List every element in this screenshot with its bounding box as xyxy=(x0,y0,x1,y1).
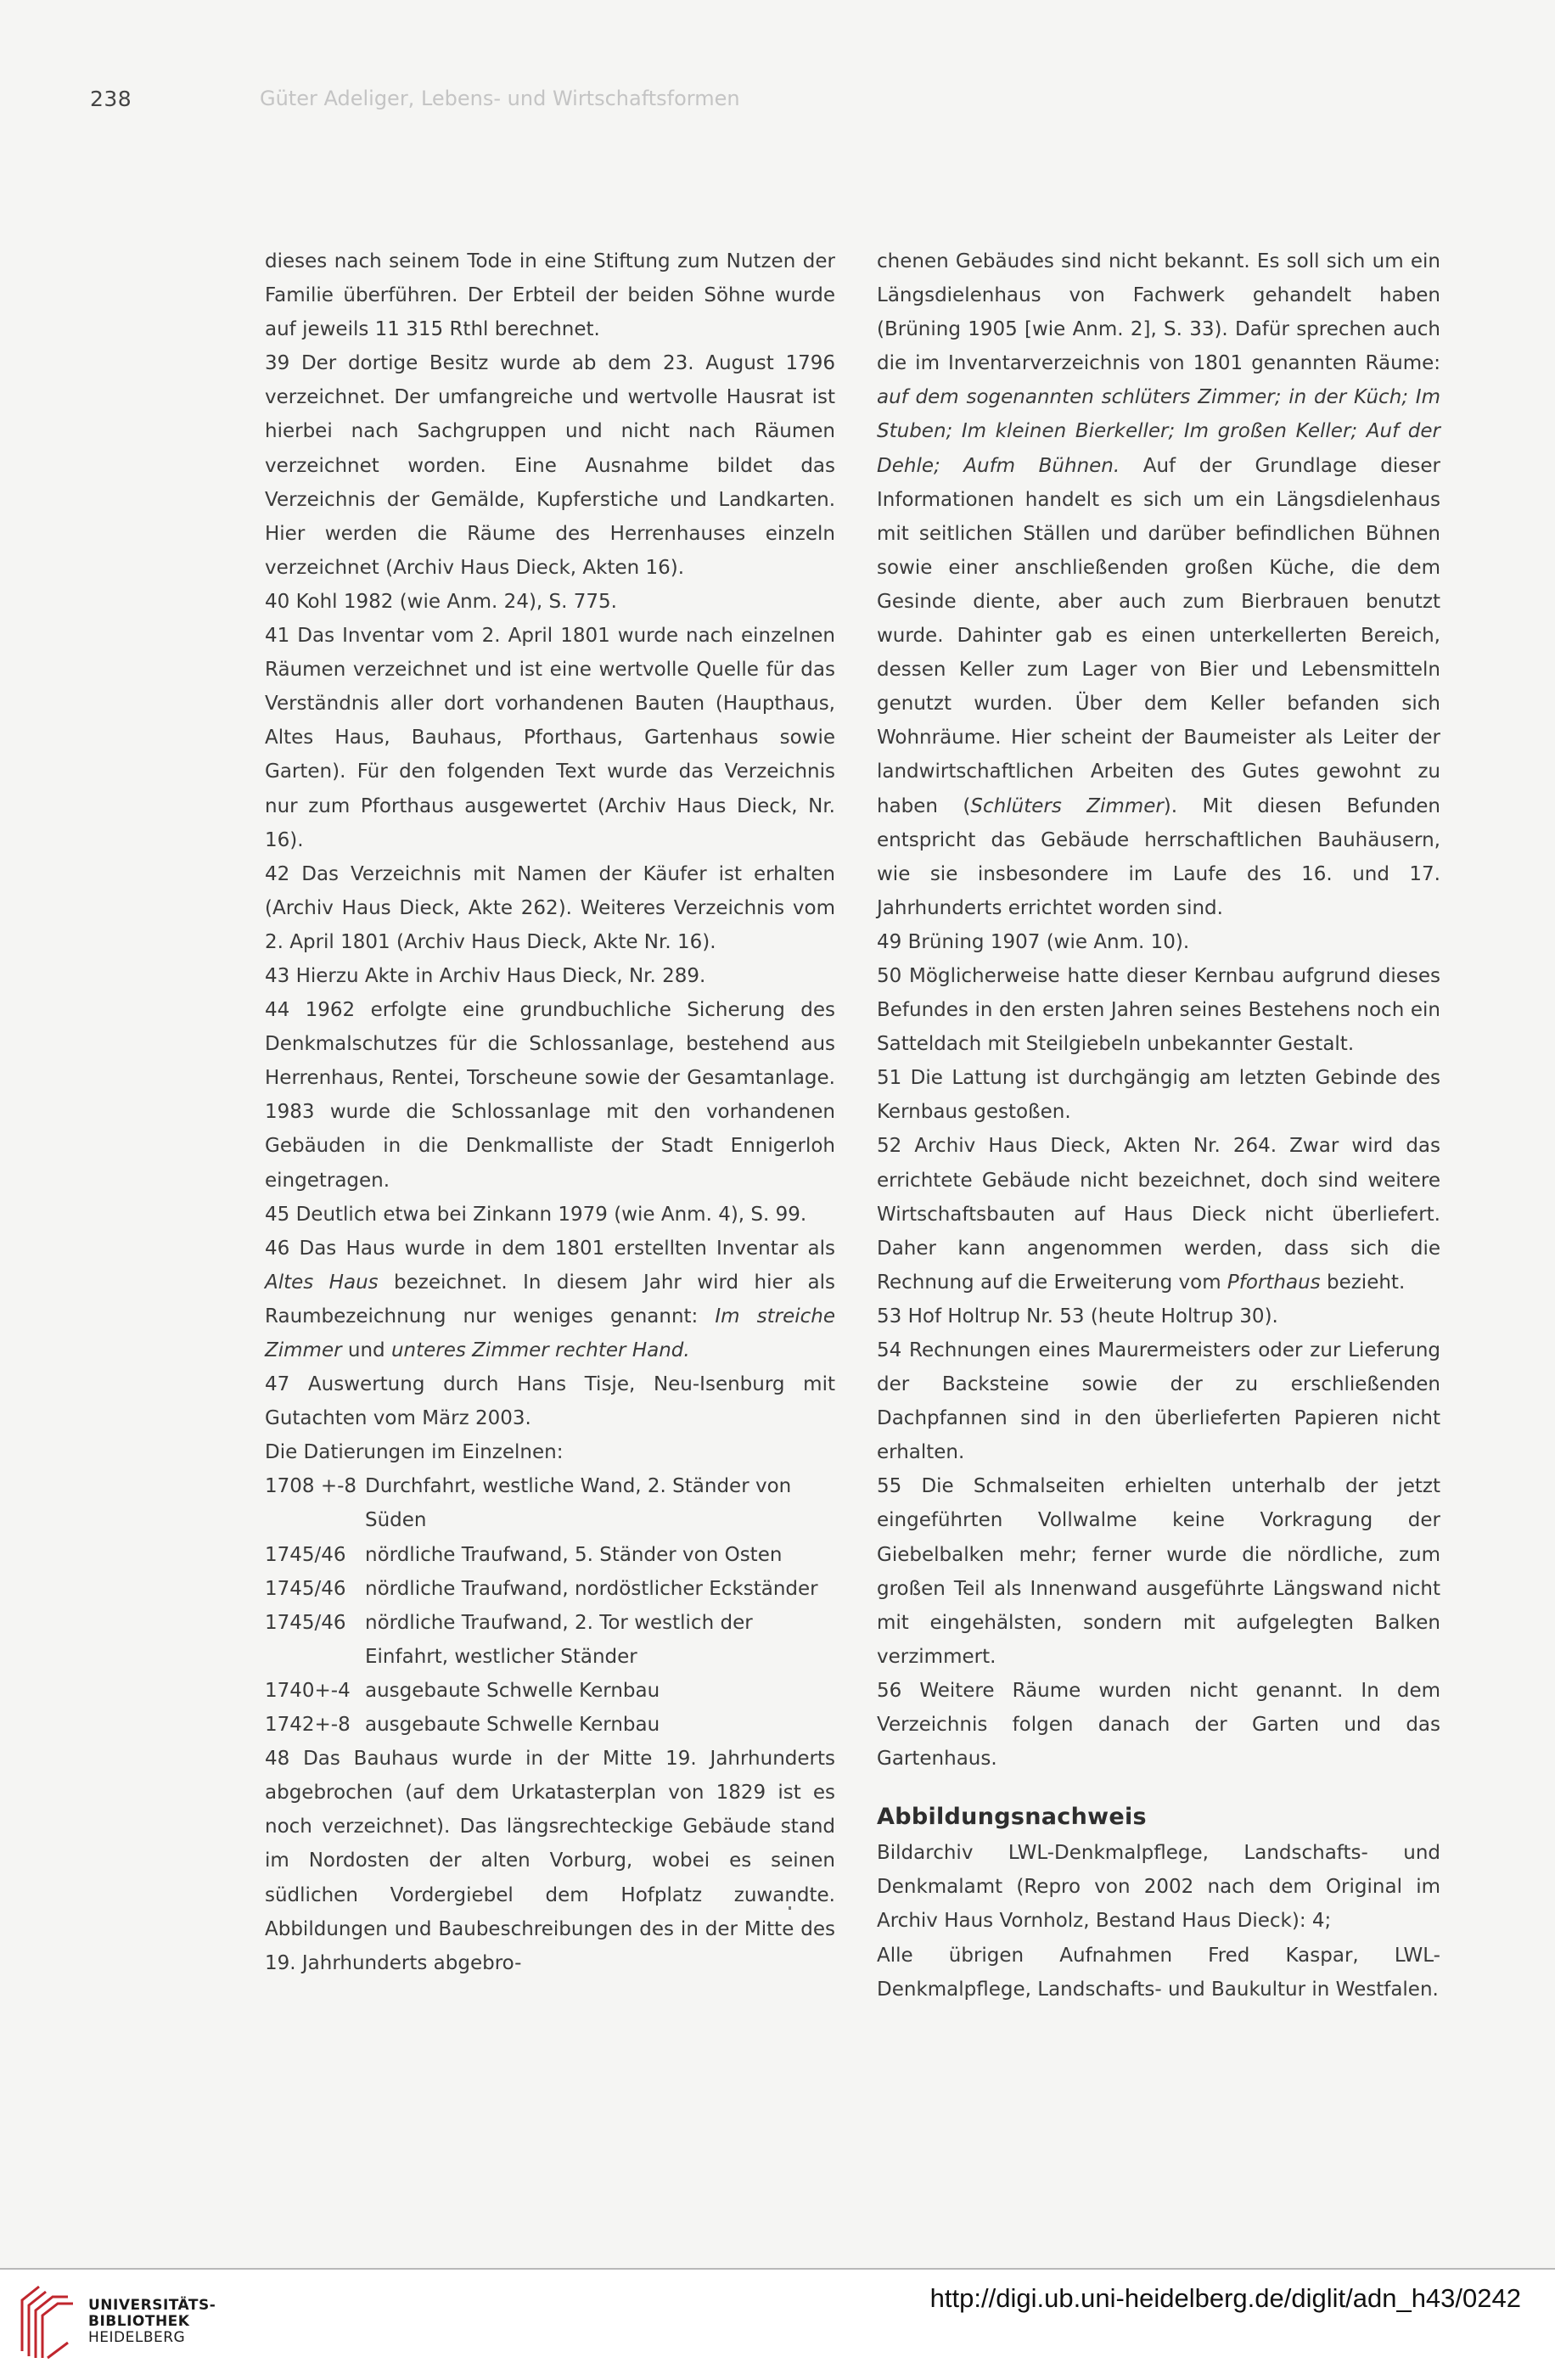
footnote-48-italic-schlueters: Schlüters Zimmer xyxy=(970,794,1164,817)
footnote-46 xyxy=(265,1232,835,1367)
credits-heading: Abbildungsnachweis xyxy=(877,1804,1147,1831)
library-logo-graphic xyxy=(17,2283,78,2360)
page-number: 238 xyxy=(90,87,132,111)
footnote-46-text-b: bezeichnet. In diesem Jahr wird hier als Raumbezeichnung nur weniges genannt: xyxy=(265,1271,835,1328)
footnote-42: 42 Das Verzeichnis mit Namen der Käufer ist erhalten (Archiv Haus Dieck, Akte 262). Weiteres Verzeichnis vom 2. April 1801 (Archiv Haus Dieck, Akte Nr. 16). xyxy=(265,862,835,953)
footnote-48-italic-rooms: auf dem sogenannten schlüters Zimmer; in der Küch; Im Stuben; Im kleinen Bierkeller; Im großen Keller; Auf der Dehle; Aufm Bühnen. xyxy=(877,386,1440,477)
dating-row xyxy=(265,1674,835,1708)
dating-year: 1708 +-8 xyxy=(265,1475,357,1498)
library-name-line-1: UNIVERSITÄTS- xyxy=(88,2297,216,2314)
dating-year: 1745/46 xyxy=(265,1577,346,1600)
footnote-48: 48 Das Bauhaus wurde in der Mitte 19. Jahrhunderts abgebrochen (auf dem Urkatasterplan von 1829 ist es noch verzeichnet). Das längsrechteckige Gebäude stand im Nordosten der alten Vorburg, wobei es seinen südlichen Vordergiebel dem Hofplatz zuwandte. Abbildungen und Baubeschreibungen des in der Mitte des 19. Jahrhunderts abgebro- xyxy=(265,1748,835,1974)
footnote-43: 43 Hierzu Akte in Archiv Haus Dieck, Nr. 289. xyxy=(265,964,706,987)
library-name-line-3: HEIDELBERG xyxy=(88,2329,186,2346)
credits-entry-2: Alle übrigen Aufnahmen Fred Kaspar, LWL-Denkmalpflege, Landschafts- und Baukultur in Westfalen. xyxy=(877,1944,1440,2001)
footnote-48-text-b: Auf der Grundlage dieser Informationen handelt es sich um ein Längsdielenhaus mit seitlichen Ställen und darüber befindlichen Bühnen sowie einer anschließenden großen Küche, die dem Gesinde diente, aber auch zum Bierbrauen benutzt wurde. Dahinter gab es einen unterkellerten Bereich, dessen Keller zum Lager von Bier und Lebensmitteln genutzt wurden. Über dem Keller befanden sich Wohnräume. Hier scheint der Baumeister als Leiter der landwirtschaftlichen Arbeiten des Gutes gewohnt zu haben ( xyxy=(877,454,1440,817)
dating-year: 1745/46 xyxy=(265,1611,346,1634)
credits-entry-1: Bildarchiv LWL-Denkmalpflege, Landschafts- und Denkmalamt (Repro von 2002 nach dem Original im Archiv Haus Vornholz, Bestand Haus Dieck): 4; xyxy=(877,1842,1440,1933)
dating-text: nördliche Traufwand, nordöstlicher Eckständer xyxy=(365,1577,818,1600)
dating-text: ausgebaute Schwelle Kernbau xyxy=(365,1714,660,1737)
stray-mark xyxy=(789,1906,791,1910)
dating-text: Durchfahrt, westliche Wand, 2. Ständer von Süden xyxy=(365,1475,792,1532)
library-name xyxy=(88,2298,216,2346)
footnote-51: 51 Die Lattung ist durchgängig am letzten Gebinde des Kernbaus gestoßen. xyxy=(877,1067,1440,1124)
library-name-line-2: BIBLIOTHEK xyxy=(88,2313,190,2330)
footnote-46-text-a: 46 Das Haus wurde in dem 1801 erstellten Inventar als xyxy=(265,1237,835,1260)
footnote-46-italic-2: Im streiche Zimmer xyxy=(265,1305,836,1361)
dating-row xyxy=(265,1708,835,1742)
footnote-52-italic: Pforthaus xyxy=(1227,1271,1321,1294)
footnote-41: 41 Das Inventar vom 2. April 1801 wurde nach einzelnen Räumen verzeichnet und ist eine wertvolle Quelle für das Verständnis aller dort vorhandenen Bauten (Haupthaus, Altes Haus, Bauhaus, Pforthaus, Gartenhaus sowie Garten). Für den folgenden Text wurde das Verzeichnis nur zum Pforthaus ausgewertet (Archiv Haus Dieck, Nr. 16). xyxy=(265,625,835,851)
footnote-54: 54 Rechnungen eines Maurermeisters oder zur Lieferung der Backsteine sowie der zu erschließenden Dachpfannen sind in den überlieferten Papieren nicht erhalten. xyxy=(877,1339,1440,1464)
footnote-55: 55 Die Schmalseiten erhielten unterhalb der jetzt eingeführten Vollwalme keine Vorkragung der Giebelbalken mehr; ferner wurde die nördliche, zum großen Teil als Innenwand ausgeführte Längswand nicht mit eingehälsten, sondern mit aufgelegten Balken verzimmert. xyxy=(877,1475,1440,1668)
footnote-40: 40 Kohl 1982 (wie Anm. 24), S. 775. xyxy=(265,590,617,613)
dating-intro: Die Datierungen im Einzelnen: xyxy=(265,1441,564,1464)
footnote-48-text-c: ). Mit diesen Befunden entspricht das Gebäude herrschaftlichen Bauhäusern, wie sie insbesondere im Laufe des 16. und 17. Jahrhunderts errichtet worden sind. xyxy=(877,794,1440,919)
page-header xyxy=(90,87,740,121)
dating-year: 1745/46 xyxy=(265,1543,346,1566)
footnote-48-text-a: chenen Gebäudes sind nicht bekannt. Es soll sich um ein Längsdielenhaus von Fachwerk gehandelt haben (Brüning 1905 [wie Anm. 2], S. 33). Dafür sprechen auch die im Inventarverzeichnis von 1801 genannten Räume: xyxy=(877,250,1440,375)
footer-divider xyxy=(0,2268,1555,2270)
footnote-48-continuation xyxy=(877,244,1440,925)
dating-text: nördliche Traufwand, 5. Ständer von Osten xyxy=(365,1543,783,1566)
dating-year: 1740+-4 xyxy=(265,1679,351,1702)
footnote-52-text-a: 52 Archiv Haus Dieck, Akten Nr. 264. Zwar wird das errichtete Gebäude nicht bezeichnet, doch sind weitere Wirtschaftsbauten auf Haus Dieck nicht überliefert. Daher kann angenommen werden, dass sich die Rechnung auf die Erweiterung vom xyxy=(877,1135,1440,1294)
right-column xyxy=(877,244,1440,2007)
footnote-46-italic-3: unteres Zimmer rechter Hand. xyxy=(390,1339,690,1361)
footnote-46-italic-1: Altes Haus xyxy=(265,1271,379,1294)
footnote-39: 39 Der dortige Besitz wurde ab dem 23. August 1796 verzeichnet. Der umfangreiche und wertvolle Hausrat ist hierbei nach Sachgruppen und nicht nach Räumen verzeichnet worden. Eine Ausnahme bildet das Verzeichnis der Gemälde, Kupferstiche und Landkarten. Hier werden die Räume des Herrenhauses einzeln verzeichnet (Archiv Haus Dieck, Akten 16). xyxy=(265,352,835,579)
footnote-53: 53 Hof Holtrup Nr. 53 (heute Holtrup 30). xyxy=(877,1305,1278,1328)
footnote-44: 44 1962 erfolgte eine grundbuchliche Sicherung des Denkmalschutzes für die Schlossanlage, bestehend aus Herrenhaus, Rentei, Torscheune sowie der Gesamtanlage. 1983 wurde die Schlossanlage mit den vorhandenen Gebäuden in die Denkmalliste der Stadt Ennigerloh eingetragen. xyxy=(265,999,835,1192)
footnote-38-continuation: dieses nach seinem Tode in eine Stiftung zum Nutzen der Familie überführen. Der Erbteil der beiden Söhne wurde auf jeweils 11 315 Rthl berechnet. xyxy=(265,250,835,341)
footnote-50: 50 Möglicherweise hatte dieser Kernbau aufgrund dieses Befundes in den ersten Jahren seines Bestehens noch ein Satteldach mit Steilgiebeln unbekannter Gestalt. xyxy=(877,964,1440,1056)
footnote-49: 49 Brüning 1907 (wie Anm. 10). xyxy=(877,930,1190,953)
dating-text: ausgebaute Schwelle Kernbau xyxy=(365,1679,660,1702)
dating-year: 1742+-8 xyxy=(265,1714,351,1737)
dating-row xyxy=(265,1606,835,1674)
footnote-52-text-b: bezieht. xyxy=(1320,1271,1406,1294)
dating-text: nördliche Traufwand, 2. Tor westlich der Einfahrt, westlicher Ständer xyxy=(365,1611,753,1668)
running-title: Güter Adeliger, Lebens- und Wirtschaftsformen xyxy=(260,87,740,110)
source-url[interactable]: http://digi.ub.uni-heidelberg.de/diglit/adn_h43/0242 xyxy=(929,2283,1521,2313)
dating-list xyxy=(265,1469,835,1742)
library-logo-icon xyxy=(17,2283,78,2363)
dating-row xyxy=(265,1538,835,1572)
footnote-47: 47 Auswertung durch Hans Tisje, Neu-Isenburg mit Gutachten vom März 2003. xyxy=(265,1373,835,1430)
footnote-46-text-c: und xyxy=(341,1339,391,1361)
footnote-56: 56 Weitere Räume wurden nicht genannt. In dem Verzeichnis folgen danach der Garten und das Gartenhaus. xyxy=(877,1679,1440,1771)
footnote-52 xyxy=(877,1129,1440,1299)
dating-row xyxy=(265,1572,835,1606)
dating-row xyxy=(265,1469,835,1537)
footnote-45: 45 Deutlich etwa bei Zinkann 1979 (wie Anm. 4), S. 99. xyxy=(265,1203,807,1226)
left-column xyxy=(265,244,835,1980)
